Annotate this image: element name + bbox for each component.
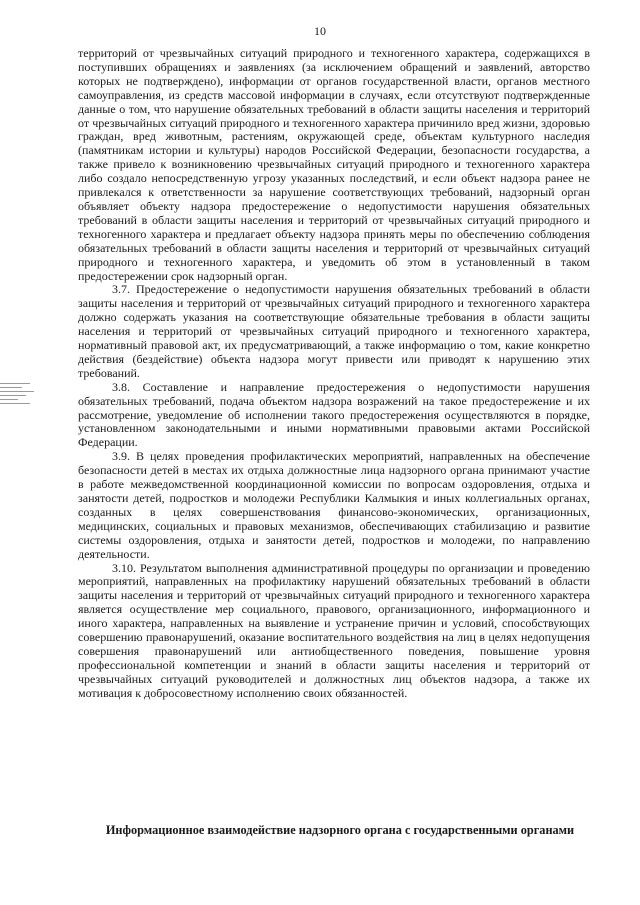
paragraph-3-9: 3.9. В целях проведения профилактических мероприятий, направленных на обеспечение безопасности детей в местах их отдыха должностные лица надзорного органа принимают участие в работе межведомственной координационной комиссии по вопросам оздоровления, отдыха и занятости детей, подростков и молодежи Республики Калмыкия и иных коллегиальных органах, созданных в целях совершенствования финансово-экономических, организационных, медицинских, социальных и правовых механизмов, обеспечивающих стабилизацию и развитие системы оздоровления, отдыха и занятости детей, подростков и молодежи, по направлению деятельности. [78, 449, 590, 561]
document-body [78, 47, 590, 701]
section-heading: Информационное взаимодействие надзорного органа с государственными органами [105, 823, 575, 837]
page-number: 10 [314, 24, 326, 38]
paragraph-3-8: 3.8. Составление и направление предостережения о недопустимости нарушения обязательных требований, подача объектом надзора возражений на такое предостережение и их рассмотрение, уведомление об исполнении такого предостережения осуществляются в порядке, установленном законодательными и иными нормативными правовыми актами Российской Федерации. [78, 379, 590, 450]
paragraph-continuation: территорий от чрезвычайных ситуаций природного и техногенного характера, содержащихся в поступивших обращениях и заявлениях (за исключением обращений и заявлений, авторство которых не подтверждено), информации от органов государственной власти, органов местного самоуправления, из средств массовой информации в случаях, если отсутствуют подтвержденные данные о том, что нарушение обязательных требований в области защиты населения и территорий от чрезвычайных ситуаций природного и техногенного характера причинило вред жизни, здоровью граждан, вред животным, растениям, окружающей среде, объектам культурного наследия (памятникам истории и культуры) народов Российской Федерации, безопасности государства, а также привело к возникновению чрезвычайных ситуаций природного и техногенного характера либо создало непосредственную угрозу указанных последствий, и если объект надзора ранее не привлекался к ответственности за нарушение соответствующих требований, надзорный орган объявляет объекту надзора предостережение о недопустимости нарушения обязательных требований в области защиты населения и территорий от чрезвычайных ситуаций природного и техногенного характера и предлагает объекту надзора принять меры по обеспечению соблюдения обязательных требований в области защиты населения и территорий от чрезвычайных ситуаций природного и техногенного характера, и уведомить об этом в установленный в таком предостережении срок надзорный орган. [78, 46, 590, 283]
margin-scan-marks [0, 380, 36, 440]
paragraph-3-10: 3.10. Результатом выполнения административной процедуры по организации и проведению мероприятий, направленных на профилактику нарушений обязательных требований в области защиты населения и территорий от чрезвычайных ситуаций природного и техногенного характера является осуществление мер социального, правового, организационного, информационного и иного характера, направленных на выявление и устранение причин и условий, способствующих совершению правонарушений, оказание воспитательного воздействия на лиц в целях недопущения совершения правонарушений или антиобщественного поведения, повышение уровня профессиональной компетенции и знаний в области защиты населения и территорий от чрезвычайных ситуаций руководителей и должностных лиц объектов надзора, а также их мотивация к добросовестному исполнению своих обязанностей. [78, 560, 590, 700]
paragraph-3-7: 3.7. Предостережение о недопустимости нарушения обязательных требований в области защиты населения и территорий от чрезвычайных ситуаций природного и техногенного характера должно содержать указания на соответствующие обязательные требования в области защиты населения и территорий от чрезвычайных ситуаций природного и техногенного характера, нормативный правовой акт, их предусматривающий, а также информацию о том, какие конкретно действия (бездействие) объекта надзора могут привести или приводят к нарушению этих требований. [78, 282, 590, 380]
